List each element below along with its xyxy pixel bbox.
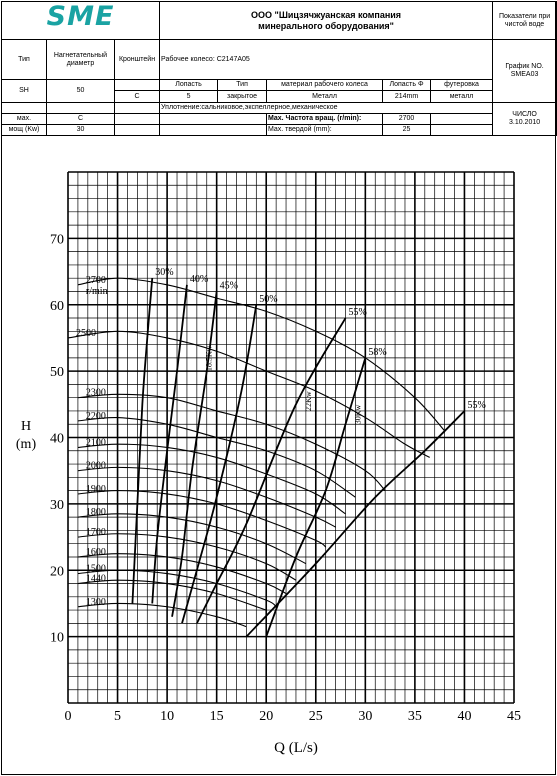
pump-performance-chart	[0, 160, 557, 776]
seal-label: Уплотнение:сальниковое,экспеллерное,механическое	[160, 103, 493, 114]
speed-curve-label: 1800	[85, 507, 106, 519]
blank-cell	[115, 114, 160, 125]
speed-curve-label: 1700	[85, 527, 106, 539]
blank-cell	[115, 125, 160, 136]
blank-cell	[2, 103, 47, 114]
logo-cell	[2, 2, 160, 40]
x-tick-label: 45	[507, 709, 521, 724]
efficiency-curve-label: 40%	[189, 273, 209, 285]
speed-curve-label: 2300	[85, 387, 106, 399]
graph-no-cell	[493, 40, 557, 103]
date-cell	[493, 103, 557, 136]
speed-curve-label: 1900	[85, 483, 106, 495]
y-tick-label: 50	[50, 365, 64, 381]
speed-curve-label: 2500	[76, 327, 96, 339]
power-curve-label: 30Kw	[353, 404, 363, 425]
max-solid-label: Max. твердой (mm):	[267, 125, 383, 136]
blade-diameter-value: 214mm	[383, 91, 431, 103]
chart-grid	[68, 172, 514, 703]
graph-no-label: График NO.	[505, 63, 544, 70]
max-solid-value: 25	[383, 125, 431, 136]
bracket-value: C	[115, 91, 160, 103]
x-tick-label: 35	[407, 709, 422, 724]
y-tick-label: 40	[50, 431, 64, 447]
y-tick-label: 30	[50, 497, 64, 513]
y-tick-label: 70	[50, 232, 64, 248]
impeller-label: Рабочее колесо: C2147A05	[160, 40, 493, 80]
company-cell	[160, 2, 493, 40]
speed-curve	[78, 491, 326, 547]
blank-cell	[115, 103, 160, 114]
max-speed-value: 2700	[383, 114, 431, 125]
blank-cell	[160, 125, 267, 136]
blades-value: 5	[160, 91, 218, 103]
type-value: SH	[2, 80, 47, 103]
blank-cell	[47, 103, 115, 114]
axis-ticks	[50, 232, 521, 724]
x-tick-label: 40	[457, 709, 472, 724]
speed-curve-label: 1500	[85, 563, 106, 575]
blank-cell	[115, 80, 160, 91]
power-value: 30	[47, 125, 115, 136]
blank-cell	[431, 125, 493, 136]
speed-curve-label: 2200	[85, 410, 106, 422]
speed-curve	[78, 514, 306, 564]
date-label: ЧИСЛО	[512, 111, 537, 118]
speed-curve-label: 1300	[85, 596, 106, 608]
graph-no-value: SMEA03	[510, 71, 539, 78]
lining-label: футеровка	[431, 80, 493, 91]
impeller-type-value: закрытое	[218, 91, 267, 103]
material-label: материал рабочего колеса	[267, 80, 383, 91]
efficiency-curve-label: 55%	[348, 307, 367, 319]
efficiency-curve-label: 30%	[155, 267, 174, 279]
company-name-line2: минерального оборудования"	[258, 20, 394, 31]
max-label: мах.	[2, 114, 47, 125]
company-name-line1: ООО "Шицзячжуанская компания	[251, 9, 402, 20]
x-tick-label: 25	[308, 709, 323, 724]
x-tick-label: 5	[114, 709, 122, 724]
x-tick-label: 10	[160, 709, 175, 724]
y-tick-label: 20	[50, 564, 64, 580]
max-value: C	[47, 114, 115, 125]
speed-curve-label: 2000	[85, 460, 106, 472]
speed-curve-label: 1600	[85, 546, 106, 558]
company-logo: SME	[46, 1, 115, 32]
x-tick-label: 20	[259, 709, 274, 724]
power-curve-label: 22Kw	[303, 391, 313, 411]
speed-curve	[78, 580, 266, 610]
efficiency-curve-label: 55%	[467, 399, 486, 411]
diameter-value: 50	[47, 80, 115, 103]
blank-cell	[431, 114, 493, 125]
max-speed-label: Max. Частота вращ. (r/min):	[267, 114, 383, 125]
power-label: мощ (Kw)	[2, 125, 47, 136]
power-curve-label: 18.5Kw	[204, 345, 214, 372]
efficiency-curve-label: 50%	[259, 293, 278, 305]
speed-curve	[78, 394, 385, 490]
y-axis-label: H	[20, 419, 32, 434]
x-tick-label: 30	[358, 709, 373, 724]
x-axis-label: Q (L/s)	[274, 740, 318, 756]
date-value: 3.10.2010	[508, 119, 541, 126]
bracket-col-header: Кронштейн	[115, 40, 160, 80]
spec-header-table	[1, 1, 557, 136]
x-tick-label: 15	[209, 709, 224, 724]
speed-curve-label: 1440	[85, 573, 106, 585]
y-tick-label: 10	[50, 630, 64, 646]
speed-curve-label: 2100	[85, 437, 106, 449]
diameter-col-header: Нагнетательный диаметр	[47, 40, 115, 80]
type-col-header: Тип	[2, 40, 47, 80]
material-value: Металл	[267, 91, 383, 103]
blade-diameter-label: Лопасть Φ	[383, 80, 431, 91]
blades-label: Лопасть	[160, 80, 218, 91]
indicators-label: Показатели при чистой воде	[493, 2, 557, 40]
lining-value: металл	[431, 91, 493, 103]
speed-curve-label: 2700	[85, 274, 106, 286]
y-axis-unit: (m)	[15, 437, 37, 452]
x-tick-label: 0	[64, 709, 72, 724]
efficiency-curve	[197, 318, 346, 623]
blank-cell	[160, 114, 267, 125]
impeller-type-label: Тип	[218, 80, 267, 91]
speed-unit-label: r/min	[85, 285, 108, 297]
efficiency-curve-label: 58%	[368, 346, 387, 358]
y-tick-label: 60	[50, 298, 64, 314]
efficiency-curve-label: 45%	[219, 280, 239, 292]
